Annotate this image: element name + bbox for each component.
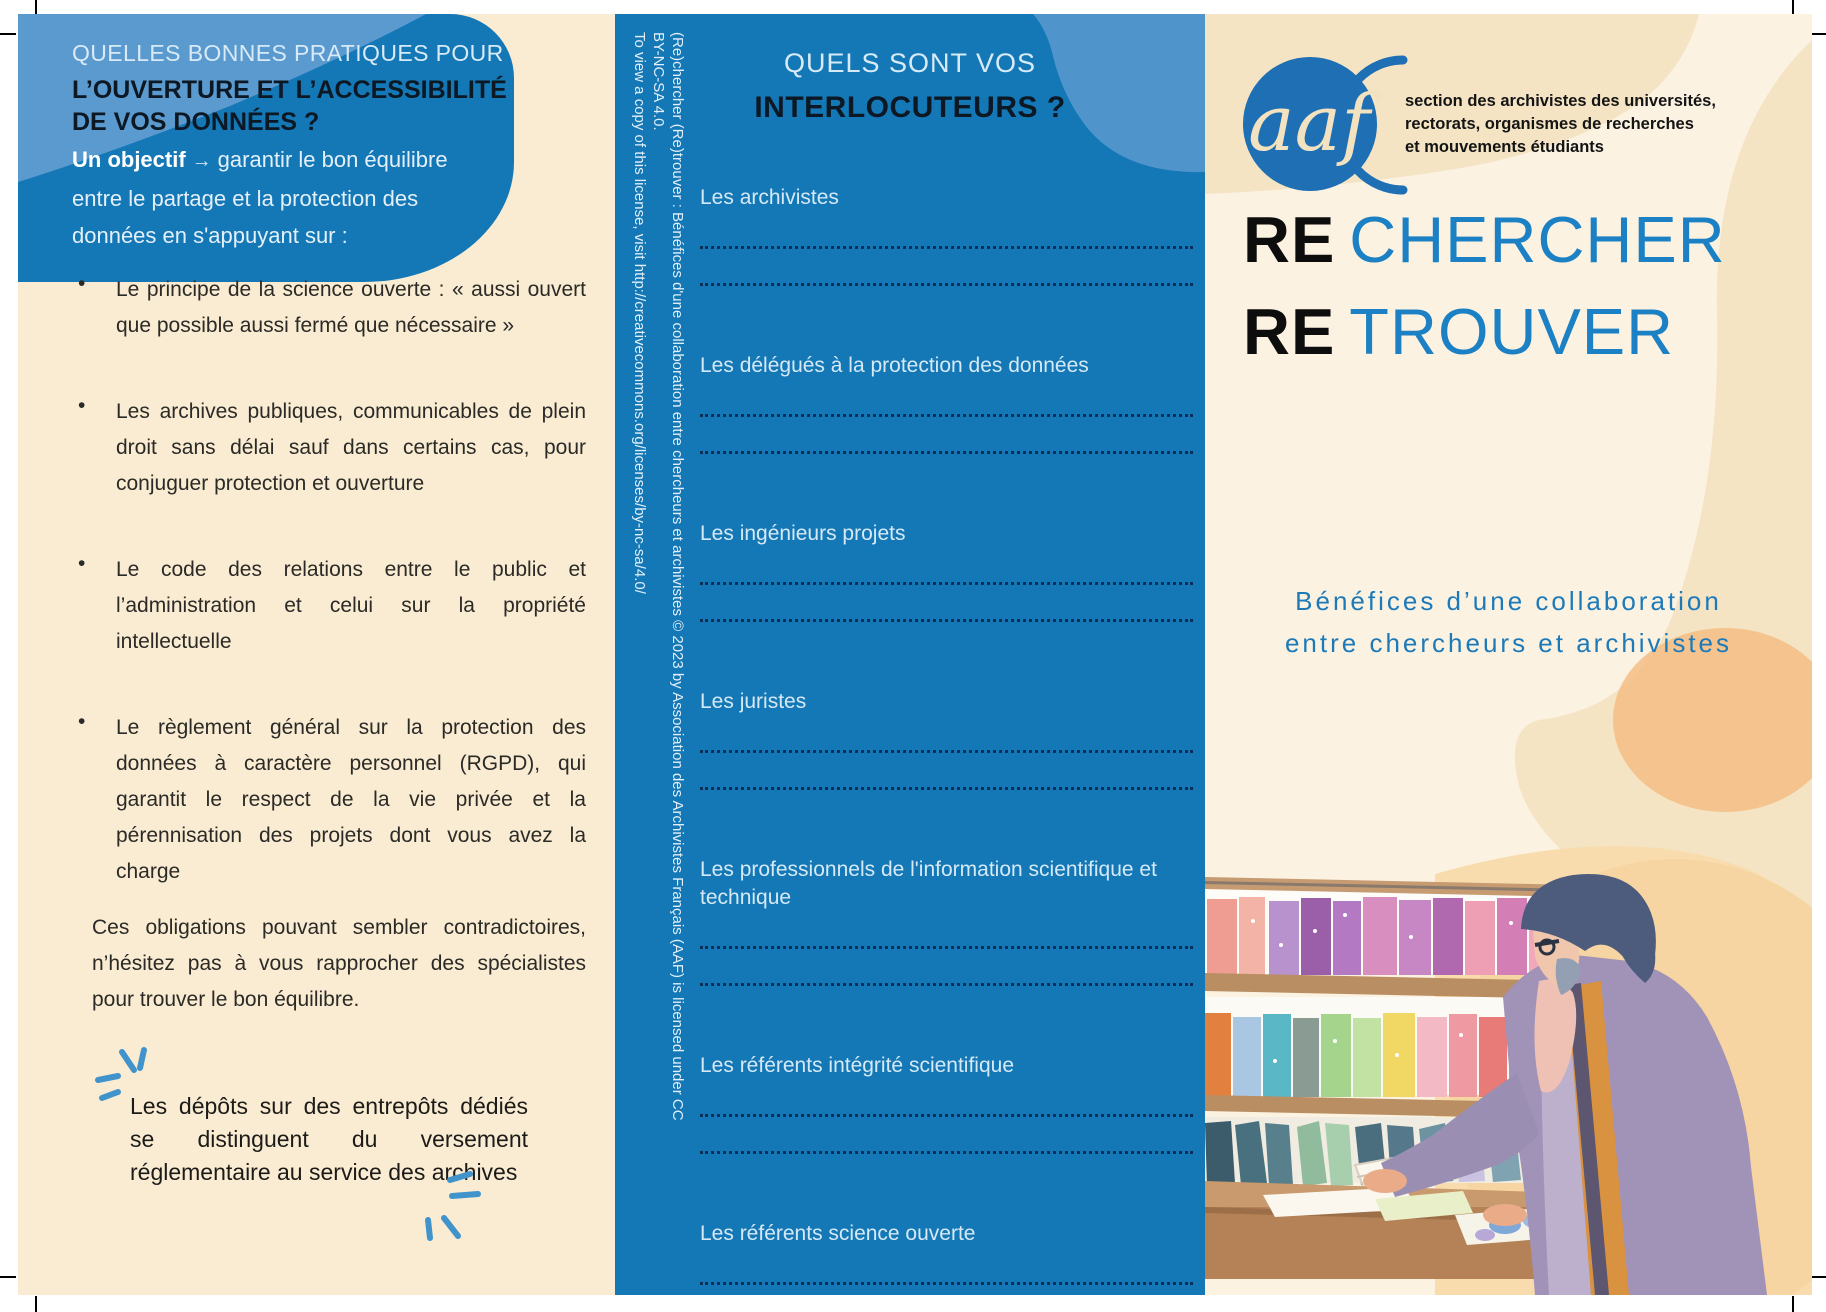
bullet-marker: • bbox=[78, 710, 86, 733]
highlight-quote: Les dépôts sur des entrepôts dédiés se distinguent du versement réglementaire au service des archives bbox=[130, 1093, 528, 1185]
bullet-marker: • bbox=[78, 272, 86, 295]
panel-cover bbox=[1205, 14, 1812, 1295]
interlocutor-label: Les archivistes bbox=[700, 186, 839, 209]
logo-caption-line: et mouvements étudiants bbox=[1405, 137, 1604, 156]
cover-subtitle bbox=[1213, 580, 1804, 664]
write-in-line bbox=[700, 750, 1193, 753]
bullet-text: Les archives publiques, communicables de plein droit sans délai sauf dans certains cas, pour conjuguer protection et ouverture bbox=[116, 400, 586, 495]
blob-kicker: QUELLES BONNES PRATIQUES POUR bbox=[72, 40, 504, 66]
interlocutor-label: Les juristes bbox=[700, 690, 807, 713]
write-in-line bbox=[700, 619, 1193, 622]
bullet-list bbox=[78, 272, 586, 940]
interlocutor-item bbox=[700, 1052, 1193, 1154]
crop-mark bbox=[1810, 1276, 1826, 1278]
interlocutor-label: Les référents intégrité scientifique bbox=[700, 1054, 1015, 1077]
interlocutor-item bbox=[700, 352, 1193, 454]
write-in-line bbox=[700, 1282, 1193, 1285]
crop-mark bbox=[35, 1296, 37, 1312]
crop-mark bbox=[0, 33, 16, 35]
interlocutors-title: INTERLOCUTEURS ? bbox=[754, 91, 1066, 124]
panel-interlocutors bbox=[615, 14, 1205, 1295]
brand-title-row bbox=[1243, 202, 1726, 294]
logo-caption bbox=[1405, 90, 1716, 158]
interlocutor-item bbox=[700, 1220, 1193, 1295]
interlocutor-item bbox=[700, 688, 1193, 790]
bullet-marker: • bbox=[78, 394, 86, 417]
logo-caption-line: rectorats, organismes de recherches bbox=[1405, 114, 1694, 133]
interlocutor-label: Les délégués à la protection des données bbox=[700, 354, 1089, 377]
write-in-line bbox=[700, 582, 1193, 585]
license-line: (Re)chercher (Re)trouver : Bénéfices d'une collaboration entre chercheurs et archivistes © 2023 by Association des Archivistes Français (AAF) is licensed under CC bbox=[669, 32, 686, 1121]
write-in-line bbox=[700, 246, 1193, 249]
bullet-item bbox=[78, 710, 586, 890]
crop-mark bbox=[0, 1276, 16, 1278]
brand-prefix: RE bbox=[1243, 295, 1336, 368]
objective-label: Un objectif bbox=[72, 147, 186, 172]
bullet-item bbox=[78, 394, 586, 502]
blob-title: L’OUVERTURE ET L’ACCESSIBILITÉ DE VOS DONNÉES ? bbox=[72, 76, 507, 136]
license-line: To view a copy of this license, visit http://creativecommons.org/licenses/by-nc-sa/4.0/ bbox=[631, 32, 648, 594]
panel-good-practices bbox=[18, 14, 615, 1295]
researcher-illustration bbox=[1205, 865, 1790, 1295]
bullet-text: Le code des relations entre le public et l’administration et celui sur la propriété intellectuelle bbox=[116, 558, 586, 653]
bullet-text: Le règlement général sur la protection des données à caractère personnel (RGPD), qui garantit le respect de la vie privée et la pérennisation des projets dont vous avez la charge bbox=[116, 716, 586, 883]
crop-mark bbox=[1810, 33, 1826, 35]
opening-blob bbox=[18, 14, 514, 282]
brand-title bbox=[1243, 202, 1726, 386]
bullet-item bbox=[78, 272, 586, 344]
brand-word: CHERCHER bbox=[1349, 203, 1726, 276]
subtitle-line: Bénéfices d’une collaboration bbox=[1295, 586, 1722, 616]
brand-title-row bbox=[1243, 294, 1726, 386]
write-in-line bbox=[700, 451, 1193, 454]
arrow-icon: → bbox=[191, 150, 212, 172]
logo-monogram: aaf bbox=[1248, 79, 1370, 169]
brand-word: TROUVER bbox=[1349, 295, 1675, 368]
brand-prefix: RE bbox=[1243, 203, 1336, 276]
write-in-line bbox=[700, 1151, 1193, 1154]
objective-body: garantir le bon équilibre entre le partage et la protection des données en s'appuyant sur : bbox=[72, 147, 448, 248]
objective-text bbox=[72, 141, 496, 254]
crop-mark bbox=[1792, 1296, 1794, 1312]
write-in-line bbox=[700, 1114, 1193, 1117]
interlocutor-item bbox=[700, 856, 1193, 986]
write-in-line bbox=[700, 283, 1193, 286]
interlocutor-label: Les professionnels de l'information scientifique et technique bbox=[700, 858, 1157, 909]
license-line: BY-NC-SA 4.0. bbox=[650, 32, 667, 131]
bullet-item bbox=[78, 552, 586, 660]
interlocutor-item bbox=[700, 184, 1193, 286]
subtitle-line: entre chercheurs et archivistes bbox=[1284, 628, 1733, 658]
closing-paragraph: Ces obligations pouvant sembler contradictoires, n’hésitez pas à vous rapprocher des spécialistes pour trouver le bon équilibre. bbox=[92, 916, 586, 1011]
interlocutors-kicker: QUELS SONT VOS bbox=[783, 48, 1037, 78]
bullet-marker: • bbox=[78, 552, 86, 575]
sparkle-icon bbox=[406, 1170, 490, 1254]
interlocutor-list bbox=[700, 184, 1193, 1295]
write-in-line bbox=[700, 946, 1193, 949]
write-in-line bbox=[700, 414, 1193, 417]
bullet-text: Le principe de la science ouverte : « aussi ouvert que possible aussi fermé que nécessaire » bbox=[116, 278, 586, 337]
write-in-line bbox=[700, 787, 1193, 790]
interlocutor-label: Les référents science ouverte bbox=[700, 1222, 976, 1245]
license-vertical-text bbox=[630, 32, 687, 1272]
logo-caption-line: section des archivistes des universités, bbox=[1405, 92, 1716, 110]
write-in-line bbox=[700, 983, 1193, 986]
interlocutor-label: Les ingénieurs projets bbox=[700, 522, 906, 545]
interlocutor-item bbox=[700, 520, 1193, 622]
